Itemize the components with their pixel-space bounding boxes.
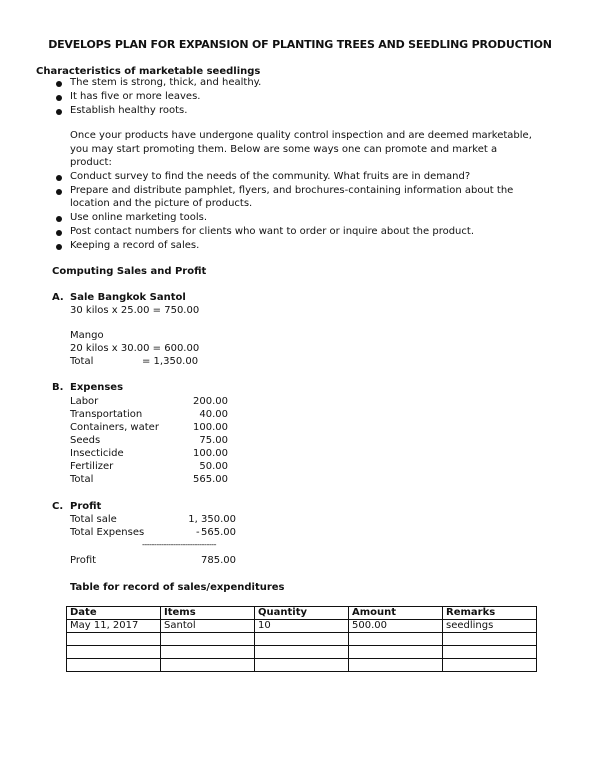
table-row [67, 659, 537, 672]
mango-label: Mango [70, 330, 104, 341]
record-table-heading: Table for record of sales/expenditures [70, 582, 285, 593]
expense-value: 75.00 [199, 435, 228, 446]
table-cell [443, 646, 537, 659]
list-item: It has five or more leaves. [70, 91, 201, 102]
list-item-cont: location and the picture of products. [70, 198, 253, 209]
table-cell: May 11, 2017 [67, 620, 161, 633]
table-cell: 500.00 [349, 620, 443, 633]
expenses-heading: Expenses [70, 382, 124, 393]
list-item: Post contact numbers for clients who want to order or inquire about the product. [70, 226, 474, 237]
intro-line: Once your products have undergone quality control inspection and are deemed marketable, [70, 130, 532, 141]
sale-total-value: = 1,350.00 [142, 356, 199, 367]
table-cell [161, 646, 255, 659]
bullet [56, 244, 62, 250]
bullet [56, 95, 62, 101]
table-cell [255, 633, 349, 646]
expense-label: Transportation [70, 409, 143, 420]
bullet [56, 216, 62, 222]
expense-value: 50.00 [199, 461, 228, 472]
section-letter: C. [52, 501, 64, 512]
intro-line: you may start promoting them. Below are some ways one can promote and market a [70, 144, 498, 155]
list-item: Conduct survey to find the needs of the community. What fruits are in demand? [70, 171, 471, 182]
profit-value: 785.00 [201, 555, 236, 566]
page-title: DEVELOPS PLAN FOR EXPANSION OF PLANTING TREES AND SEEDLING PRODUCTION [48, 38, 552, 51]
sale-heading: Sale Bangkok Santol [70, 292, 186, 303]
table-header-row [67, 607, 537, 620]
expense-label: Total [70, 474, 94, 485]
table-row [67, 620, 537, 633]
bullet [56, 230, 62, 236]
bullet [56, 175, 62, 181]
table-cell: 10 [255, 620, 349, 633]
table-cell [161, 659, 255, 672]
profit-label: Profit [70, 555, 97, 566]
mango-line: 20 kilos x 30.00 = 600.00 [70, 343, 200, 354]
list-item: The stem is strong, thick, and healthy. [70, 77, 262, 88]
intro-line: product: [70, 157, 112, 168]
table-row [67, 646, 537, 659]
column-header-date: Date [67, 607, 161, 620]
column-header-amount: Amount [349, 607, 443, 620]
total-expenses-value: 565.00 [201, 527, 236, 538]
characteristics-heading: Characteristics of marketable seedlings [36, 66, 261, 77]
total-expenses-label: Total Expenses [70, 527, 145, 538]
table-row [67, 633, 537, 646]
record-table [66, 606, 537, 672]
expense-value: 40.00 [199, 409, 228, 420]
bullet [56, 109, 62, 115]
expense-value: 565.00 [193, 474, 228, 485]
table-cell [67, 659, 161, 672]
table-cell: seedlings [443, 620, 537, 633]
profit-heading: Profit [70, 501, 102, 512]
table-cell [161, 633, 255, 646]
table-cell [349, 659, 443, 672]
sale-total-label: Total [70, 356, 94, 367]
section-letter: A. [52, 292, 64, 303]
bullet [56, 81, 62, 87]
table-cell [443, 633, 537, 646]
expense-value: 100.00 [193, 422, 228, 433]
minus-sign: - [196, 527, 200, 538]
table-cell [67, 646, 161, 659]
table-cell [67, 633, 161, 646]
santol-line: 30 kilos x 25.00 = 750.00 [70, 305, 200, 316]
list-item: Use online marketing tools. [70, 212, 207, 223]
expense-label: Fertilizer [70, 461, 114, 472]
list-item: Prepare and distribute pamphlet, flyers, and brochures-containing information about the [70, 185, 514, 196]
table-cell [349, 633, 443, 646]
expense-label: Seeds [70, 435, 101, 446]
divider-line: ------------------------------- [142, 540, 216, 549]
table-cell [255, 659, 349, 672]
table-cell [255, 646, 349, 659]
bullet [56, 189, 62, 195]
table-cell: Santol [161, 620, 255, 633]
computing-heading: Computing Sales and Profit [52, 266, 207, 277]
column-header-quantity: Quantity [255, 607, 349, 620]
column-header-remarks: Remarks [443, 607, 537, 620]
total-sale-value: 1, 350.00 [188, 514, 236, 525]
expense-label: Labor [70, 396, 99, 407]
expense-value: 100.00 [193, 448, 228, 459]
table-cell [443, 659, 537, 672]
list-item: Establish healthy roots. [70, 105, 188, 116]
table-cell [349, 646, 443, 659]
expense-label: Insecticide [70, 448, 124, 459]
total-sale-label: Total sale [70, 514, 117, 525]
expense-label: Containers, water [70, 422, 159, 433]
expense-value: 200.00 [193, 396, 228, 407]
section-letter: B. [52, 382, 64, 393]
list-item: Keeping a record of sales. [70, 240, 200, 251]
column-header-items: Items [161, 607, 255, 620]
